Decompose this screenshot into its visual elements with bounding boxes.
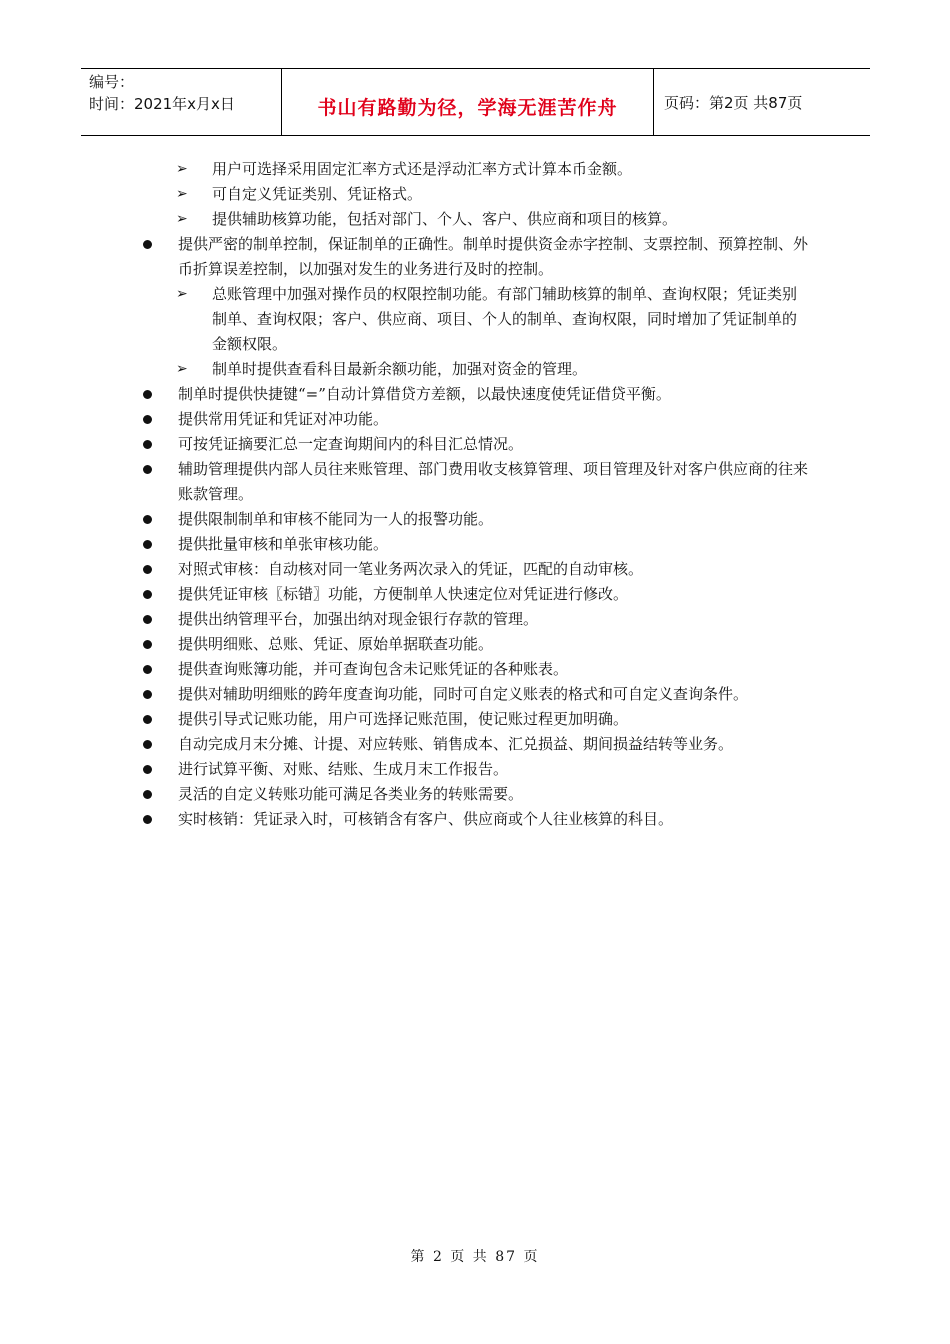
list-item-text: 提供常用凭证和凭证对冲功能。 [178, 410, 389, 428]
list-item-text: 灵活的自定义转账功能可满足各类业务的转账需要。 [178, 785, 524, 803]
bullet-dot-icon [143, 707, 152, 732]
document-body [0, 157, 950, 832]
list-item-text: 制单时提供查看科目最新余额功能，加强对资金的管理。 [212, 360, 588, 378]
list-item-text: 提供查询账簿功能，并可查询包含未记账凭证的各种账表。 [178, 660, 569, 678]
list-item-text: 进行试算平衡、对账、结账、生成月末工作报告。 [178, 760, 509, 778]
bullet-dot-icon [143, 807, 152, 832]
list-item-text: 辅助管理提供内部人员往来账管理、部门费用收支核算管理、项目管理及针对客户供应商的往来账款管理。 [178, 460, 809, 503]
header-page-cell [654, 69, 870, 135]
bullet-dot-icon [143, 532, 152, 557]
bullet-dot-icon [143, 732, 152, 757]
sub-list-item [0, 207, 804, 232]
list-item-text: 用户可选择采用固定汇率方式还是浮动汇率方式计算本币金额。 [212, 160, 633, 178]
list-item-text: 自动完成月末分摊、计提、对应转账、销售成本、汇兑损益、期间损益结转等业务。 [178, 735, 734, 753]
bullet-list-item [0, 807, 808, 832]
header-motto-cell [282, 69, 654, 135]
arrow-bullet-icon: ➢ [176, 161, 188, 177]
list-item-text: 可自定义凭证类别、凭证格式。 [212, 185, 423, 203]
bullet-dot-icon [143, 507, 152, 532]
sub-list-item [0, 182, 804, 207]
list-item-text: 制单时提供快捷键“=”自动计算借贷方差额，以最快速度使凭证借贷平衡。 [178, 385, 671, 403]
bullet-list-item [0, 532, 808, 557]
bullet-dot-icon [143, 382, 152, 407]
bullet-list-item [0, 382, 808, 407]
bullet-list-item [0, 632, 808, 657]
sub-list-item [0, 357, 804, 382]
bullet-dot-icon [143, 757, 152, 782]
page-footer: 第 2 页 共 87 页 [410, 1249, 540, 1265]
page-header [81, 68, 870, 136]
header-page-label: 页码：第2页 共87页 [664, 93, 803, 112]
sub-list-item [0, 157, 804, 182]
bullet-list-item [0, 407, 808, 432]
bullet-dot-icon [143, 232, 152, 257]
bullet-dot-icon [143, 657, 152, 682]
list-item-text: 实时核销：凭证录入时，可核销含有客户、供应商或个人往业核算的科目。 [178, 810, 674, 828]
bullet-list-item [0, 232, 808, 282]
bullet-dot-icon [143, 407, 152, 432]
header-meta-cell [81, 69, 282, 135]
bullet-dot-icon [143, 682, 152, 707]
list-item-text: 提供出纳管理平台，加强出纳对现金银行存款的管理。 [178, 610, 539, 628]
list-item-text: 提供辅助核算功能，包括对部门、个人、客户、供应商和项目的核算。 [212, 210, 678, 228]
bullet-dot-icon [143, 582, 152, 607]
bullet-list-item [0, 557, 808, 582]
header-motto: 书山有路勤为径，学海无涯苦作舟 [317, 96, 618, 119]
list-item-text: 提供凭证审核〖标错〗功能，方便制单人快速定位对凭证进行修改。 [178, 585, 629, 603]
list-item-text: 提供严密的制单控制，保证制单的正确性。制单时提供资金赤字控制、支票控制、预算控制、外币折算误差控制，以加强对发生的业务进行及时的控制。 [178, 235, 809, 278]
bullet-list-item [0, 707, 808, 732]
list-item-text: 提供限制制单和审核不能同为一人的报警功能。 [178, 510, 494, 528]
arrow-bullet-icon: ➢ [176, 286, 188, 302]
bullet-dot-icon [143, 632, 152, 657]
bullet-dot-icon [143, 607, 152, 632]
bullet-list-item [0, 782, 808, 807]
arrow-bullet-icon: ➢ [176, 186, 188, 202]
bullet-list-item [0, 582, 808, 607]
list-item-text: 提供对辅助明细账的跨年度查询功能，同时可自定义账表的格式和可自定义查询条件。 [178, 685, 749, 703]
bullet-list-item [0, 607, 808, 632]
arrow-bullet-icon: ➢ [176, 361, 188, 377]
document-number-label: 编号： [89, 73, 135, 91]
bullet-list-item [0, 507, 808, 532]
list-item-text: 对照式审核：自动核对同一笔业务两次录入的凭证，匹配的自动审核。 [178, 560, 644, 578]
list-item-text: 提供明细账、总账、凭证、原始单据联查功能。 [178, 635, 494, 653]
bullet-list-item [0, 732, 808, 757]
list-item-text: 总账管理中加强对操作员的权限控制功能。有部门辅助核算的制单、查询权限；凭证类别制单、查询权限；客户、供应商、项目、个人的制单、查询权限，同时增加了凭证制单的金额权限。 [212, 285, 798, 353]
list-item-text: 提供批量审核和单张审核功能。 [178, 535, 389, 553]
bullet-list-item [0, 457, 808, 507]
bullet-list-item [0, 657, 808, 682]
list-item-text: 提供引导式记账功能，用户可选择记账范围，使记账过程更加明确。 [178, 710, 629, 728]
sub-list-item [0, 282, 804, 357]
document-time-label: 时间：2021年x月x日 [89, 95, 235, 113]
bullet-list-item [0, 432, 808, 457]
list-item-text: 可按凭证摘要汇总一定查询期间内的科目汇总情况。 [178, 435, 524, 453]
bullet-list-item [0, 682, 808, 707]
bullet-dot-icon [143, 557, 152, 582]
bullet-dot-icon [143, 457, 152, 482]
bullet-list-item [0, 757, 808, 782]
bullet-dot-icon [143, 782, 152, 807]
arrow-bullet-icon: ➢ [176, 211, 188, 227]
bullet-dot-icon [143, 432, 152, 457]
